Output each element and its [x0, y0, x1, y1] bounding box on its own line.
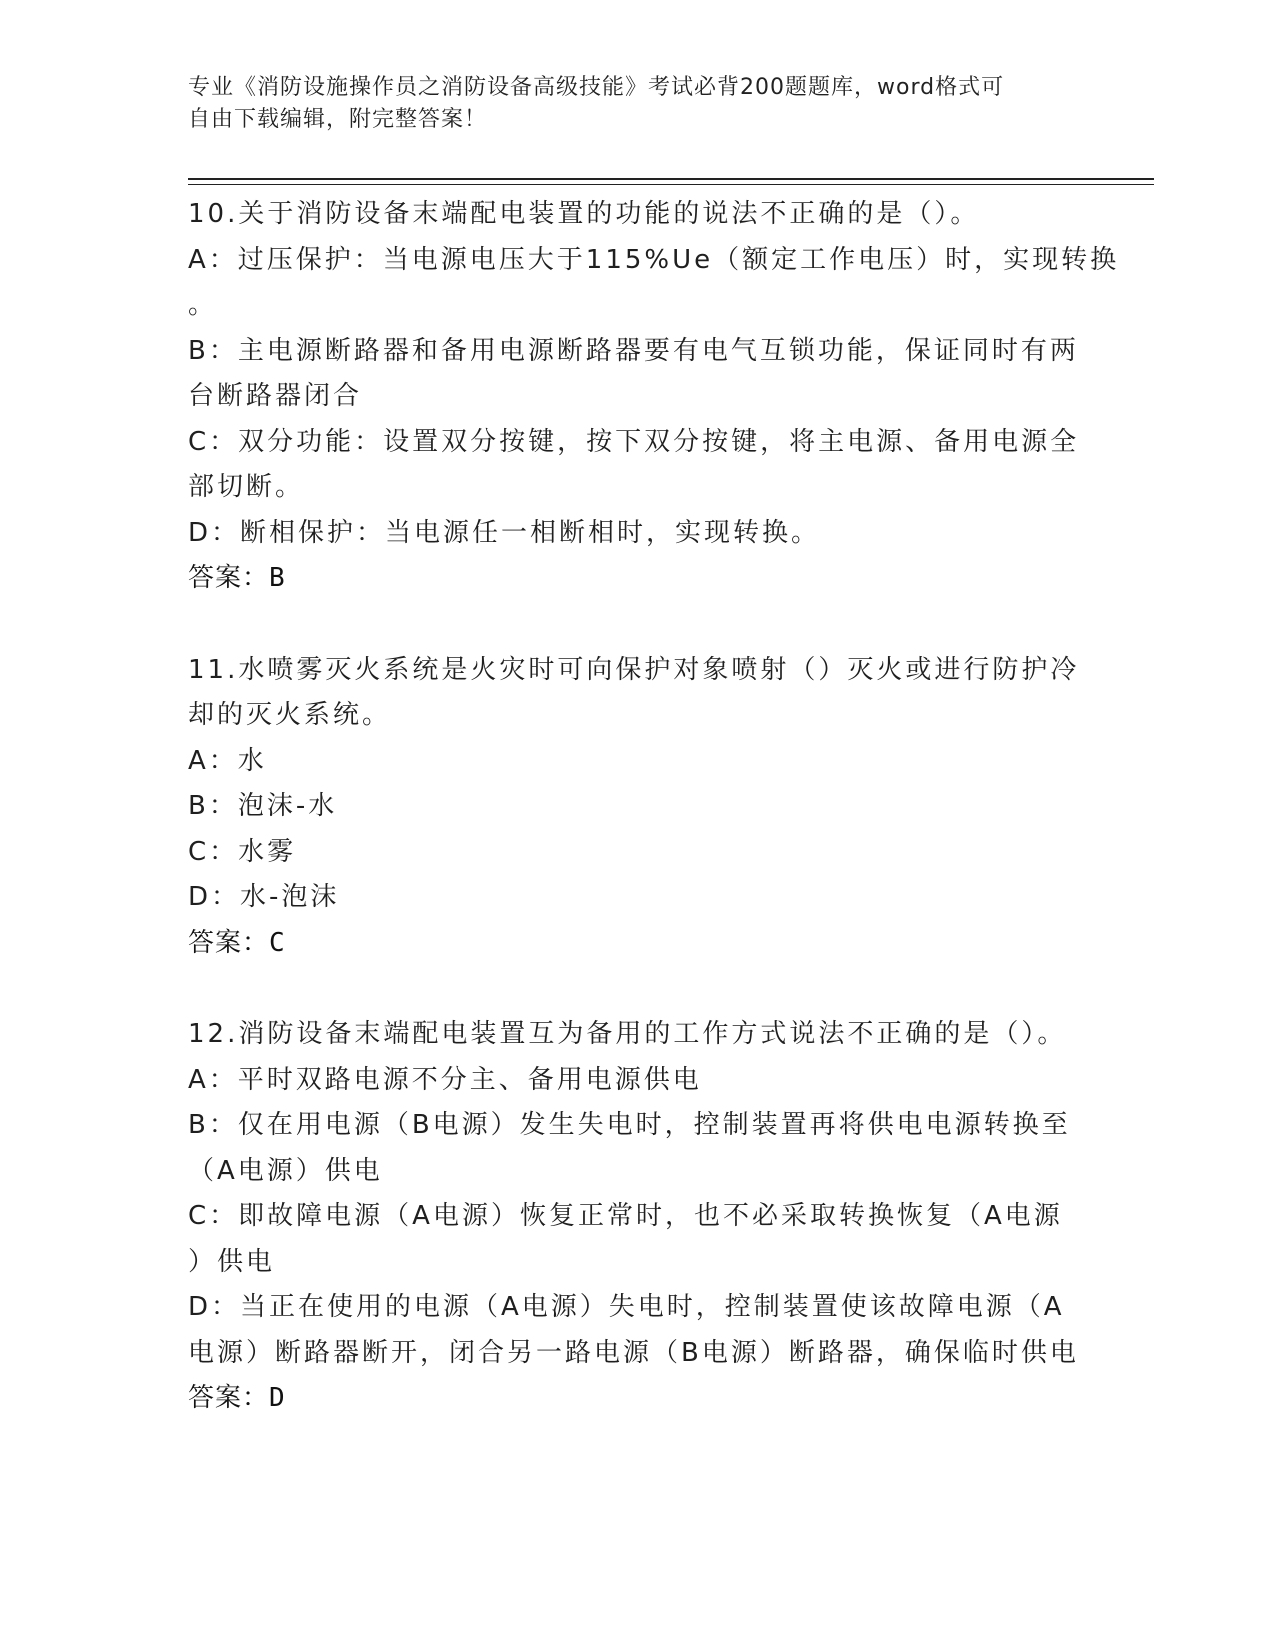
- answer-label: 答案：C: [188, 927, 286, 958]
- question-12: [188, 1012, 1108, 1422]
- question-stem: 12.消防设备末端配电装置互为备用的工作方式说法不正确的是（）。: [188, 1019, 1067, 1049]
- question-11: [188, 648, 1108, 967]
- question-stem-continued: 却的灭火系统。: [188, 700, 392, 730]
- option-d: D：断相保护：当电源任一相断相时，实现转换。: [188, 517, 821, 548]
- option-a: A：水: [188, 745, 267, 776]
- option-d-continued: 电源）断路器断开，闭合另一路电源（B电源）断路器，确保临时供电: [188, 1337, 1079, 1368]
- option-b: B：仅在用电源（B电源）发生失电时，控制装置再将供电电源转换至: [188, 1110, 1071, 1140]
- question-stem: 10.关于消防设备末端配电装置的功能的说法不正确的是（）。: [188, 199, 980, 229]
- option-a-continued: 。: [188, 290, 218, 320]
- header-line: 自由下载编辑，附完整答案！: [188, 107, 488, 132]
- option-a: A：平时双路电源不分主、备用电源供电: [188, 1064, 702, 1095]
- option-c: C：双分功能：设置双分按键，按下双分按键，将主电源、备用电源全: [188, 426, 1080, 457]
- option-b-continued: 台断路器闭合: [188, 381, 363, 411]
- option-c: C：即故障电源（A电源）恢复正常时，也不必采取转换恢复（A电源: [188, 1201, 1063, 1231]
- option-b: B：主电源断路器和备用电源断路器要有电气互锁功能，保证同时有两: [188, 335, 1079, 366]
- answer-label: 答案：B: [188, 563, 286, 593]
- option-d: D：水-泡沫: [188, 882, 340, 912]
- header-divider-thin: [188, 184, 1154, 185]
- option-c-continued: 部切断。: [188, 472, 305, 502]
- question-list: [188, 192, 1120, 1468]
- document-header: [188, 72, 1068, 136]
- question-stem: 11.水喷雾灭火系统是火灾时可向保护对象喷射（）灭火或进行防护冷: [188, 654, 1080, 685]
- answer-label: 答案：D: [188, 1383, 286, 1413]
- question-10: [188, 192, 1120, 602]
- option-a: A：过压保护：当电源电压大于115%Ue（额定工作电压）时，实现转换: [188, 244, 1120, 275]
- option-c-continued: ）供电: [188, 1246, 276, 1277]
- option-c: C：水雾: [188, 836, 297, 867]
- header-line: 专业《消防设施操作员之消防设备高级技能》考试必背200题题库，word格式可: [188, 75, 1005, 100]
- option-b: B：泡沫-水: [188, 791, 338, 821]
- option-b-continued: （A电源）供电: [188, 1155, 383, 1186]
- header-divider-thick: [188, 178, 1154, 180]
- option-d: D：当正在使用的电源（A电源）失电时，控制装置使该故障电源（A: [188, 1292, 1065, 1322]
